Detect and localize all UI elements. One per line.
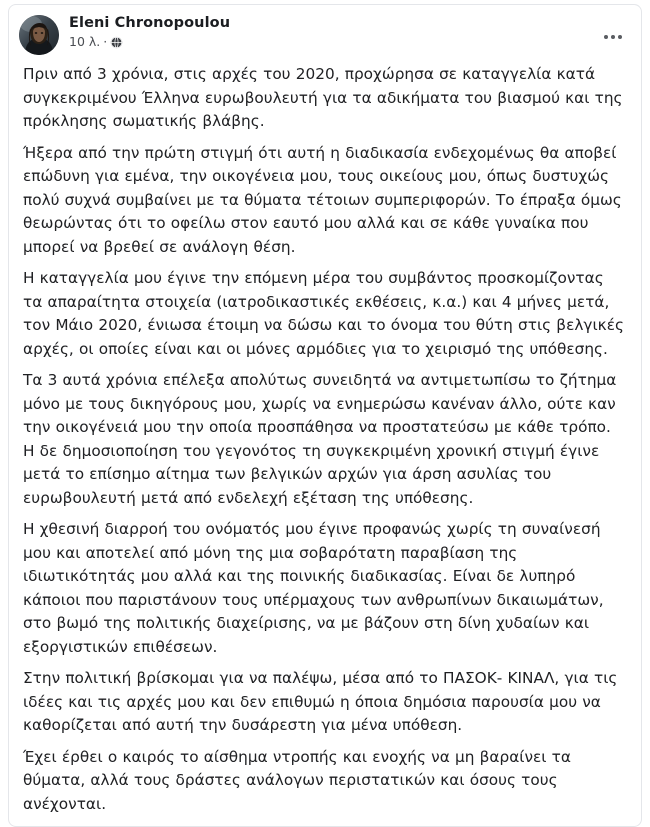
author-name[interactable]: Eleni Chronopoulou	[69, 15, 231, 31]
post-body	[9, 57, 641, 826]
post-header	[9, 5, 641, 57]
ellipsis-dot	[604, 35, 608, 39]
avatar[interactable]	[19, 15, 59, 55]
globe-icon[interactable]	[110, 36, 123, 49]
ellipsis-dot	[618, 35, 622, 39]
avatar-photo-icon	[19, 15, 59, 55]
post-card	[8, 4, 642, 827]
ellipsis-dot	[611, 35, 615, 39]
post-paragraph: Η καταγγελία μου έγινε την επόμενη μέρα του συμβάντος προσκομίζοντας τα απαραίτητα στοιχεία (ιατροδικαστικές εκθέσεις, κ.α.) και 4 μήνες μετά, τον Μάιο 2020, ένιωσα έτοιμη να δώσω και το όνομα του θύτη στις βελγικές αρχές, οι οποίες είναι και οι μόνες αρμόδιες για το χειρισμό της υπόθεσης.	[23, 269, 624, 358]
post-paragraph: Ήξερα από την πρώτη στιγμή ότι αυτή η διαδικασία ενδεχομένως θα αποβεί επώδυνη για εμένα, την οικογένεια μου, τους οικείους μου, όπως δυστυχώς πολύ συχνά συμβαίνει με τα θύματα τέτοιων συμπεριφορών. Το έπραξα όμως θεωρώντας ότι το οφείλω στον εαυτό μου αλλά και σε κάθε γυναίκα που μπορεί να βρεθεί σε ανάλογη θέση.	[23, 143, 622, 256]
meta-separator: ·	[103, 34, 108, 49]
post-meta	[69, 34, 230, 50]
post-paragraph: Η χθεσινή διαρροή του ονόματός μου έγινε προφανώς χωρίς τη συναίνεσή μου και αποτελεί από μόνη της μια σοβαρότατη παραβίαση της ιδιωτικότητάς μου αλλά και της ποινικής διαδικασίας. Είναι δε λυπηρό κάποιοι που παριστάνουν τους υπέρμαχους των ανθρωπίνων δικαιωμάτων, στο βωμό της πολιτικής διαχείρισης, να με βάζουν στη δίνη χυδαίων και εξοργιστικών επιθέσεων.	[23, 520, 604, 656]
post-paragraph: Στην πολιτική βρίσκομαι για να παλέψω, μέσα από το ΠΑΣΟΚ- ΚΙΝΑΛ, για τις ιδέες και τις αρχές μου και δεν επιθυμώ η όποια δημόσια παρουσία μου να καθορίζεται από αυτή την δυσάρεστη για μένα υπόθεση.	[23, 669, 618, 734]
post-paragraph: Έχει έρθει ο καιρός το αίσθημα ντροπής και ενοχής να μη βαραίνει τα θύματα, αλλά τους δράστες ανάλογων περιστατικών και όσους τους ανέχονται.	[23, 747, 571, 813]
post-paragraph: Πριν από 3 χρόνια, στις αρχές του 2020, προχώρησα σε καταγγελία κατά συγκεκριμένου Έλληνα ευρωβουλευτή για τα αδικήματα του βιασμού και της πρόκλησης σωματικής βλάβης.	[23, 65, 623, 130]
post-paragraph: Τα 3 αυτά χρόνια επέλεξα απολύτως συνειδητά να αντιμετωπίσω το ζήτημα μόνο με τους δικηγόρους μου, χωρίς να ενημερώσω κανέναν άλλο, ούτε καν την οικογένειά μου την οποία προσπάθησα να προστατεύσω με κάθε τρόπο. Η δε δημοσιοποίηση του γεγονότος τη συγκεκριμένη χρονική στιγμή έγινε μετά το επίσημο αίτημα των βελγικών αρχών για άρση ασυλίας του ευρωβουλευτή μετά από ενδελεχή εξέταση της υπόθεσης.	[23, 371, 617, 507]
post-timestamp[interactable]: 10 λ.	[69, 34, 101, 49]
post-options-menu-button[interactable]	[599, 27, 627, 47]
post-author-block	[69, 13, 230, 50]
